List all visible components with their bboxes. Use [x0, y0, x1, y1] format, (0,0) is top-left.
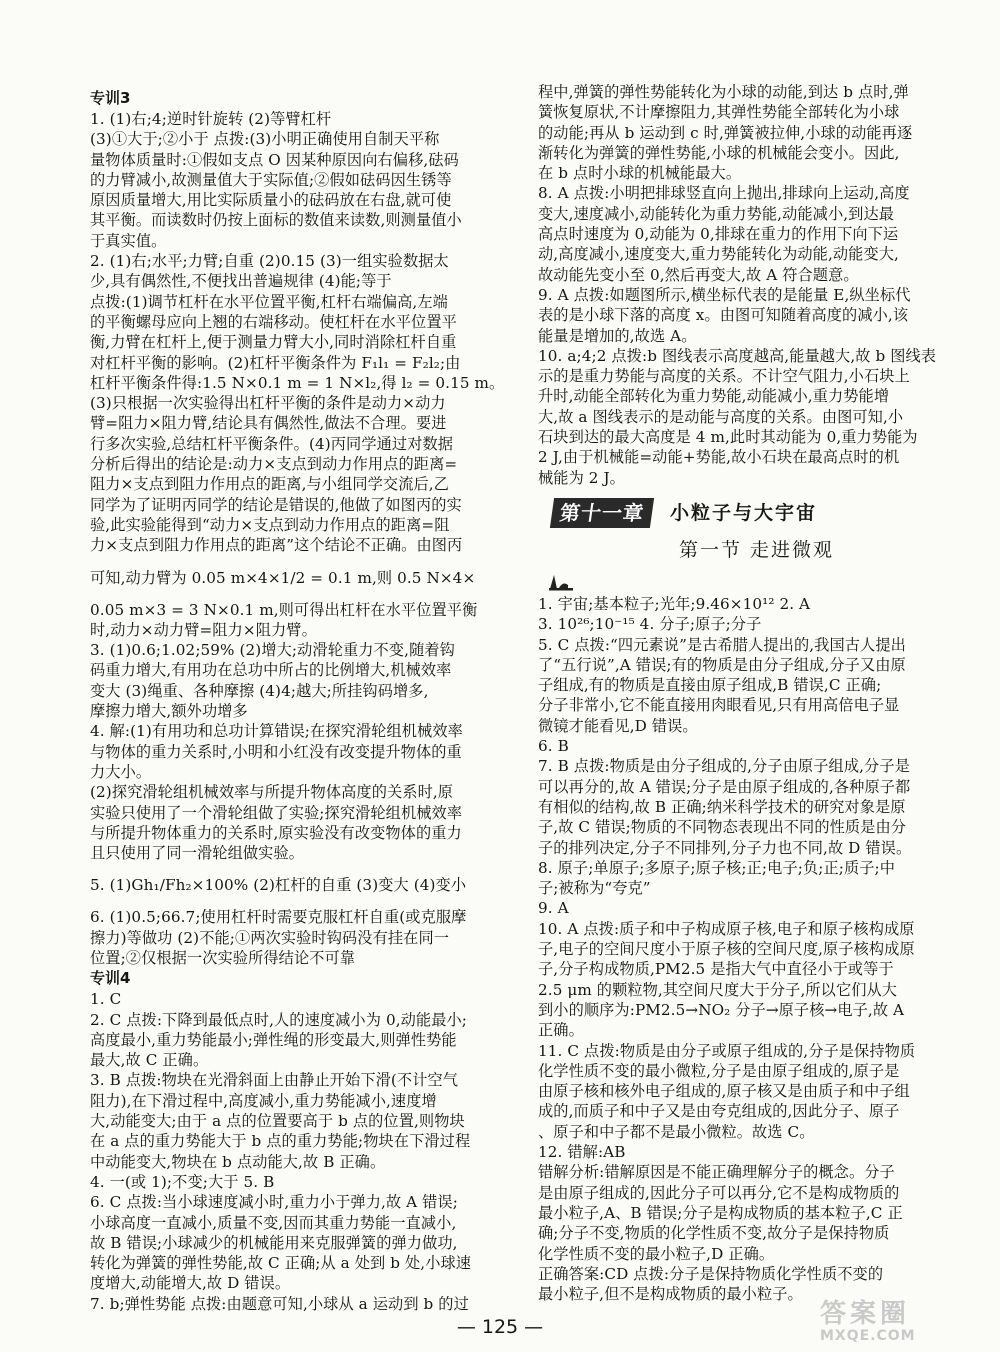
text-line: 于真实值。: [90, 231, 167, 250]
text-line: 与所提升物体重力的关系时,原实验没有改变物体的重力: [90, 823, 462, 842]
text-line: 簧恢复原状,不计摩擦阻力,其弹性势能全部转化为小球: [538, 103, 900, 122]
text-line: 1. (1)右;4;逆时针旋转 (2)等臂杠杆: [90, 110, 332, 128]
answers-chapter-11: [538, 594, 975, 1304]
text-line: 衡,力臂在杠杆上,便于测量力臂大小,同时消除杠杆自重: [90, 333, 457, 352]
text-line: 渐转化为弹簧的弹性势能,小球的机械能会变小。因此,: [538, 143, 900, 162]
text-line: 3. 10²⁶;10⁻¹⁵ 4. 分子;原子;分子: [538, 615, 762, 634]
text-line: 故动能先变小至 0,然后再变大,故 A 符合题意。: [538, 265, 859, 284]
text-line: 10. A 点拨:质子和中子构成原子核,电子和原子核构成原: [538, 919, 915, 938]
text-line: 4. 解:(1)有用功和总功计算错误;在探究滑轮组机械效率: [90, 722, 463, 741]
text-line: 由原子核和核外电子组成的,原子核又是由质子和中子组: [538, 1082, 910, 1101]
text-line: 有相似的结构,故 B 正确;纳米科学技术的研究对象是原: [538, 797, 906, 816]
text-line: 在 b 点时小球的机械能最大。: [538, 164, 742, 183]
text-line: 0.05 m×3 = 3 N×0.1 m,则可得出杠杆在水平位置平衡: [90, 600, 478, 619]
text-line: 子组成,有的物质是直接由原子组成,B 错误,C 正确;: [538, 676, 882, 695]
text-line: 1. C: [90, 990, 122, 1009]
page-number: — 125 —: [456, 1316, 544, 1338]
text-line: 阻力),在下滑过程中,高度减小,重力势能减小,速度增: [90, 1091, 437, 1110]
text-line: 擦力)等做功 (2)不能;①两次实验时钩码没有挂在同一: [90, 928, 450, 947]
text-line: 9. A 点拨:如题图所示,横坐标代表的是能量 E,纵坐标代: [538, 285, 911, 304]
left-column: [90, 88, 520, 1314]
text-line: 子,电子的空间尺度小于原子核的空间尺度,原子核构成原: [538, 940, 915, 959]
text-line: 且只使用了同一滑轮组做实验。: [90, 844, 305, 863]
text-line: 7. B 点拨:物质是由分子组成的,分子由原子组成,分子是: [538, 757, 910, 776]
text-line: 了“五行说”,A 错误;有的物质是由分子组成,分子又由原: [538, 655, 906, 674]
text-line: 示的是重力势能与高度的关系。不计空气阻力,小石块上: [538, 367, 910, 386]
section-heading-drill-3: 专训3: [90, 89, 131, 107]
text-line: 是由原子组成的,因此分子可以再分,它不是构成物质的: [538, 1183, 900, 1202]
text-line: 位置;②仅根据一次实验所得结论不可靠: [90, 948, 356, 967]
text-line: 子,分子构成物质,PM2.5 是指大气中直径小于或等于: [538, 960, 894, 979]
chapter-heading: [552, 498, 972, 528]
answers-continued: [538, 82, 975, 488]
text-line: 6. C 点拨:当小球速度减小时,重力小于弹力,故 A 错误;: [90, 1193, 458, 1212]
text-line: 高点时速度为 0,动能为 0,排球在重力的作用下向下运: [538, 225, 899, 244]
text-line: 大,故 a 图线表示的是动能与高度的关系。由图可知,小: [538, 407, 904, 426]
text-line: 2.5 μm 的颗粒物,其空间尺度大于分子,所以它们从大: [538, 980, 898, 999]
text-line: 最小粒子,但不是构成物质的最小粒子。: [538, 1285, 803, 1304]
text-line: 、原子和中子都不是最小微粒。故选 C。: [538, 1122, 815, 1141]
text-line: 分子非常小,它不能直接用肉眼看见,只有用高倍电子显: [538, 696, 900, 715]
text-line: 时,动力×动力臂=阻力×阻力臂。: [90, 620, 317, 639]
text-line: 能量是增加的,故选 A。: [538, 326, 697, 345]
text-line: 少,具有偶然性,不便找出普遍规律 (4)能;等于: [90, 272, 392, 291]
text-line: 正确。: [538, 1021, 584, 1040]
section-heading-drill-4: 专训4: [90, 969, 131, 988]
watermark-logo: 答案圈 MXQE.COM: [820, 1299, 916, 1344]
text-line: 3. B 点拨:物块在光滑斜面上由静止开始下滑(不计空气: [90, 1071, 459, 1090]
text-line: 码重力增大,有用功在总功中所占的比例增大,机械效率: [90, 661, 452, 680]
text-line: 验,此实验能得到“动力×支点到动力作用点的距离=阻: [90, 515, 450, 534]
text-line: 故 B 错误;小球减少的机械能用来克服弹簧的弹力做功,: [90, 1233, 458, 1252]
chapter-tag: 第十一章: [550, 498, 654, 528]
text-line: 臂=阻力×阻力臂,结论具有偶然性,做法不合理。要进: [90, 414, 447, 433]
text-line: 摩擦力增大,额外功增多: [90, 702, 248, 721]
text-line: 石块到达的最大高度是 4 m,此时其动能为 0,重力势能为: [538, 428, 918, 447]
text-line: 最小粒子,A、B 错误;分子是构成物质的基本粒子,C 正: [538, 1203, 903, 1222]
text-line: 小球高度一直减小,质量不变,因而其重力势能一直减小,: [90, 1213, 457, 1232]
text-line: 10. a;4;2 点拨:b 图线表示高度越高,能量越大,故 b 图线表: [538, 346, 937, 365]
text-line: 中动能变大,物块在 b 点动能大,故 B 正确。: [90, 1152, 386, 1171]
text-line: 3. (1)0.6;1.02;59% (2)增大;动滑轮重力不变,随着钩: [90, 641, 455, 660]
text-line: 表的是小球下落的高度 x。由图可知随着高度的减小,该: [538, 306, 909, 325]
text-line: 的动能;再从 b 运动到 c 时,弹簧被拉伸,小球的动能再逐: [538, 123, 913, 142]
chapter-title: 小粒子与大宇宙: [670, 502, 818, 524]
text-line: 12. 错解:AB: [538, 1143, 626, 1162]
text-line: 在 a 点的重力势能大于 b 点的重力势能;物块在下滑过程: [90, 1132, 471, 1151]
text-line: 7. b;弹性势能 点拨:由题意可知,小球从 a 运动到 b 的过: [90, 1294, 469, 1313]
text-line: 最大,故 C 正确。: [90, 1051, 209, 1070]
text-line: 2. C 点拨:下降到最低点时,人的速度减小为 0,动能最小;: [90, 1010, 467, 1029]
right-column: [538, 82, 975, 488]
text-line: 的力臂减小,故测量值大于实际值;②假如砝码因生锈等: [90, 170, 452, 189]
text-line: 变大 (3)绳重、各种摩擦 (4)4;越大;所挂钩码增多,: [90, 681, 429, 700]
text-line: 确;分子不变,物质的化学性质不变,故分子是保持物质: [538, 1224, 890, 1243]
text-line: 对杠杆平衡的影响。(2)杠杆平衡条件为 F₁l₁ = F₂l₂;由: [90, 353, 461, 372]
text-line: 6. (1)0.5;66.7;使用杠杆时需要克服杠杆自重(或克服摩: [90, 908, 467, 927]
text-line: 阻力×支点到阻力作用点的距离,与小组同学交流后,乙: [90, 475, 450, 494]
text-line: 分析后得出的结论是:动力×支点到动力作用点的距离=: [90, 455, 458, 474]
text-line: 化学性质不变的最小粒子,D 正确。: [538, 1244, 775, 1263]
text-line: 子的排列决定,分子不同排列,分子力也不同,故 D 错误。: [538, 838, 912, 857]
text-line: 4. 一(或 1);不变;大于 5. B: [90, 1172, 275, 1191]
text-line: 变大,速度减小,动能转化为重力势能,动能减小,到达最: [538, 204, 895, 223]
text-line: 可知,动力臂为 0.05 m×4×1/2 = 0.1 m,则 0.5 N×4×: [90, 568, 476, 587]
text-line: 同学为了证明丙同学的结论是错误的,他做了如图丙的实: [90, 495, 462, 514]
text-line: 量物体质量时:①假如支点 O 因某种原因向右偏移,砝码: [90, 150, 459, 169]
text-line: 8. 原子;单原子;多原子;原子核;正;电子;负;正;质子;中: [538, 858, 896, 877]
text-line: 点拨:(1)调节杠杆在水平位置平衡,杠杆右端偏高,左端: [90, 292, 448, 311]
text-line: 实验只使用了一个滑轮组做了实验;探究滑轮组机械效率: [90, 803, 463, 822]
text-line: 5. (1)Gh₁/Fh₂×100% (2)杠杆的自重 (3)变大 (4)变小: [90, 876, 467, 895]
answers-drill-3: [90, 109, 520, 968]
text-line: 的平衡螺母应向上翘的右端移动。使杠杆在水平位置平: [90, 312, 457, 331]
text-line: 2. (1)右;水平;力臂;自重 (2)0.15 (3)一组实验数据太: [90, 252, 449, 271]
text-line: 动,高度减小,速度变大,重力势能转化为动能,动能变大,: [538, 245, 899, 264]
text-line: 子,故 C 错误;物质的不同物态表现出不同的性质是由分: [538, 818, 907, 837]
text-line: 1. 宇宙;基本粒子;光年;9.46×10¹² 2. A: [538, 595, 811, 613]
text-line: 力大小。: [90, 762, 152, 781]
text-line: 杠杆平衡条件得:1.5 N×0.1 m = 1 N×l₂,得 l₂ = 0.15 m。: [90, 373, 505, 392]
text-line: 8. A 点拨:小明把排球竖直向上抛出,排球向上运动,高度: [538, 184, 910, 203]
text-line: 错解分析:错解原因是不能正确理解分子的概念。分子: [538, 1163, 895, 1182]
text-line: 子;被称为“夸克”: [538, 879, 651, 898]
text-line: 2 J,由于机械能=动能+势能,故小石块在最高点时的机: [538, 448, 900, 467]
text-line: 其平衡。而读数时仍按上面标的数值来读数,则测量值小: [90, 211, 462, 230]
text-line: 5. C 点拨:“四元素说”是古希腊人提出的,我国古人提出: [538, 635, 906, 654]
text-line: 转化为弹簧的弹性势能,故 C 正确;从 a 处到 b 处,小球速: [90, 1254, 472, 1273]
text-line: 正确答案:CD 点拨:分子是保持物质化学性质不变的: [538, 1264, 884, 1283]
text-line: 力×支点到阻力作用点的距离”这个结论不正确。由图丙: [90, 536, 463, 555]
text-line: 程中,弹簧的弹性势能转化为小球的动能,到达 b 点时,弹: [538, 83, 909, 101]
text-line: 械能为 2 J。: [538, 468, 625, 487]
text-line: 与物体的重力关系时,小明和小红没有改变提升物体的重: [90, 742, 462, 761]
text-line: 9. A: [538, 899, 569, 918]
text-line: 化学性质不变的最小微粒,分子是由原子组成的,原子是: [538, 1061, 900, 1080]
text-line: 原因质量增大,用比实际质量小的砝码放在右盘,就可使: [90, 191, 452, 210]
text-line: 成的,而质子和中子又是由夸克组成的,因此分子、原子: [538, 1102, 900, 1121]
text-line: 度增大,动能增大,故 D 错误。: [90, 1274, 291, 1293]
text-line: 行多次实验,总结杠杆平衡条件。(4)丙同学通过对数据: [90, 434, 454, 453]
text-line: 升时,动能全部转化为重力势能,动能减小,重力势能增: [538, 387, 890, 406]
text-line: 11. C 点拨:物质是由分子或原子组成的,分子是保持物质: [538, 1041, 916, 1060]
answer-mark-icon: [548, 573, 574, 591]
text-line: 微镜才能看见,D 错误。: [538, 716, 698, 735]
text-line: 高度最小,重力势能最小;弹性绳的形变最大,则弹性势能: [90, 1030, 457, 1049]
text-line: 到小的顺序为:PM2.5→NO₂ 分子→原子核→电子,故 A: [538, 1000, 905, 1019]
text-line: 可以再分的,故 A 错误;分子是由原子组成的,各种原子都: [538, 777, 911, 796]
text-line: 大,动能变大;由于 a 点的位置要高于 b 点的位置,则物块: [90, 1112, 465, 1131]
text-line: 6. B: [538, 737, 569, 756]
text-line: (3)①大于;②小于 点拨:(3)小明正确使用自制天平称: [90, 130, 440, 149]
text-line: (2)探究滑轮组机械效率与所提升物体高度的关系时,原: [90, 783, 454, 802]
text-line: (3)只根据一次实验得出杠杆平衡的条件是动力×动力: [90, 394, 446, 413]
section-title: 第一节 走进微观: [678, 539, 835, 561]
right-column-lower: [538, 594, 975, 1304]
answers-drill-4: [90, 989, 520, 1314]
